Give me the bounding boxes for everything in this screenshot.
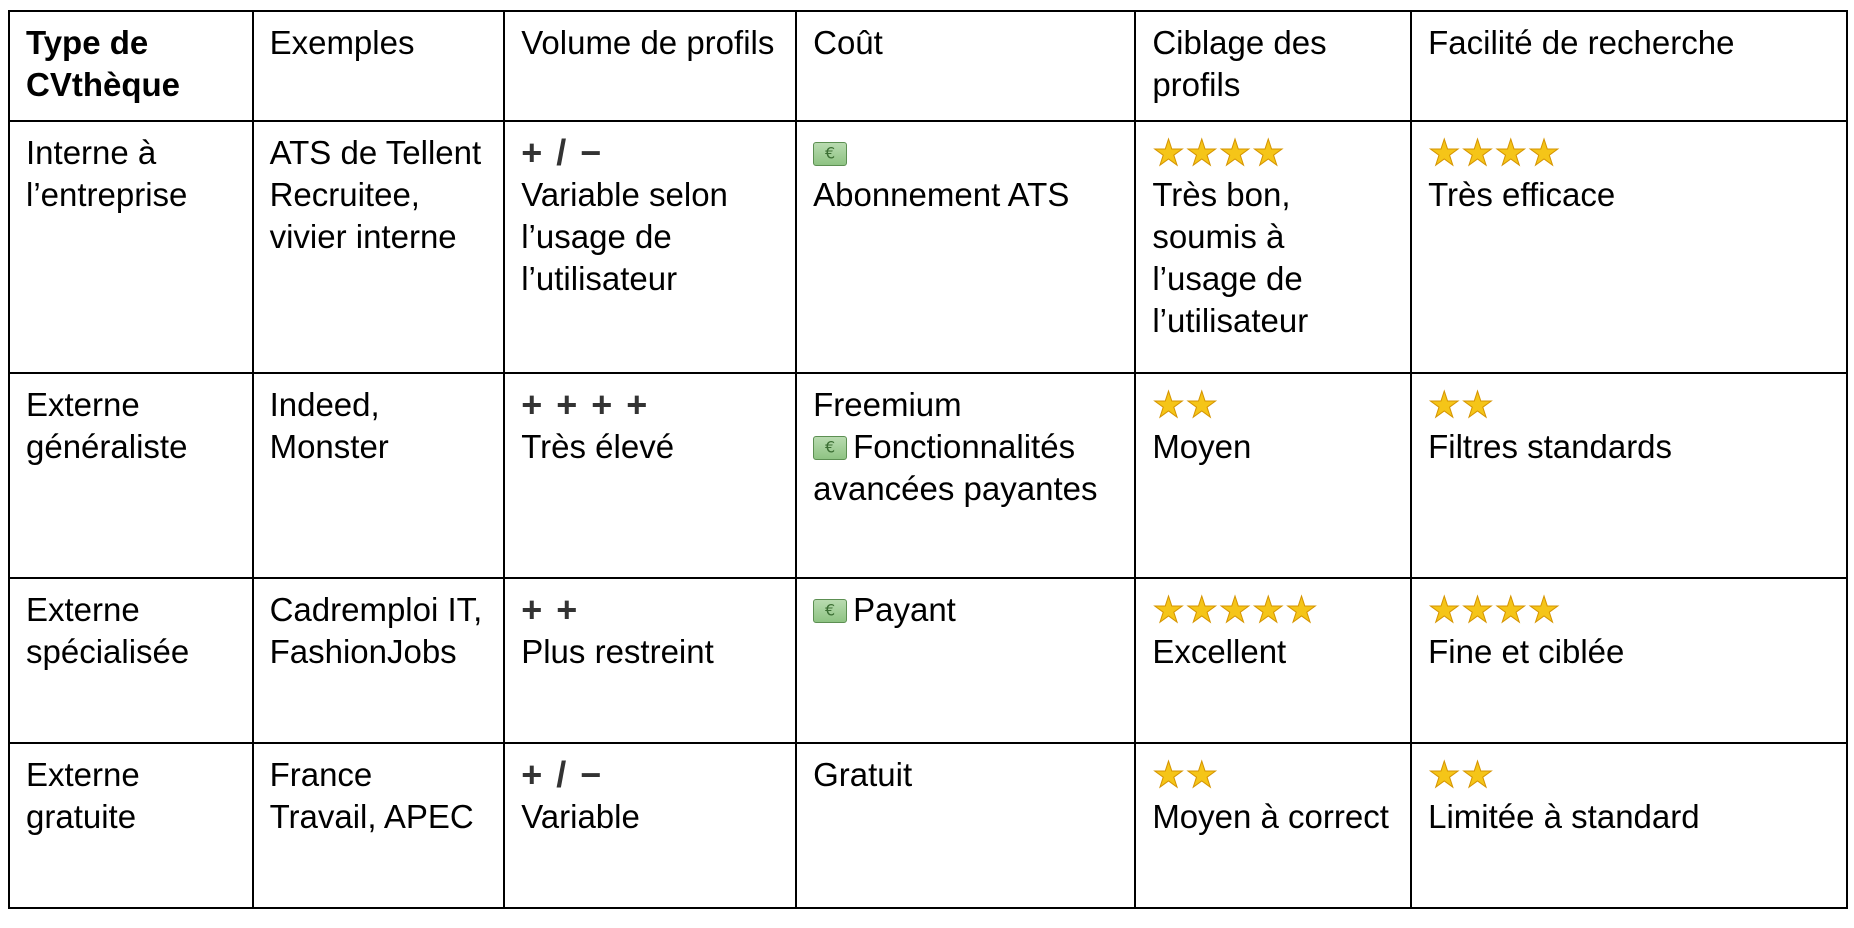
- table-row: [9, 121, 1847, 373]
- cell-targeting: [1135, 373, 1411, 578]
- cell-search: [1411, 578, 1847, 743]
- cell-volume: [504, 578, 796, 743]
- cell-examples: France Travail, APEC: [253, 743, 505, 908]
- volume-symbol: + / −: [521, 754, 604, 795]
- comparison-table-container: [8, 10, 1848, 909]
- table-row: [9, 578, 1847, 743]
- cell-targeting: [1135, 578, 1411, 743]
- cell-targeting: [1135, 743, 1411, 908]
- cell-cost: [796, 121, 1135, 373]
- cost-text: Fonctionnalités avancées payantes: [813, 428, 1098, 507]
- cell-examples: Indeed, Monster: [253, 373, 505, 578]
- cell-type: Interne à l’entreprise: [9, 121, 253, 373]
- volume-symbol: + + + +: [521, 384, 650, 425]
- banknote-icon: [813, 436, 847, 460]
- cell-volume: [504, 121, 796, 373]
- cell-search: [1411, 373, 1847, 578]
- targeting-text: Très bon, soumis à l’usage de l’utilisateur: [1152, 176, 1309, 339]
- volume-symbol: + / −: [521, 132, 604, 173]
- star-rating-icon: ★★: [1152, 384, 1219, 425]
- search-text: Filtres standards: [1428, 428, 1673, 465]
- cell-cost: [796, 373, 1135, 578]
- star-rating-icon: ★★★★: [1428, 589, 1562, 630]
- targeting-text: Moyen: [1152, 428, 1252, 465]
- volume-text: Variable: [521, 798, 640, 835]
- star-rating-icon: ★★★★: [1152, 132, 1286, 173]
- cell-type: Externe généraliste: [9, 373, 253, 578]
- targeting-text: Moyen à correct: [1152, 798, 1389, 835]
- star-rating-icon: ★★: [1152, 754, 1219, 795]
- cell-type: Externe spécialisée: [9, 578, 253, 743]
- search-text: Limitée à standard: [1428, 798, 1700, 835]
- banknote-icon: [813, 142, 847, 166]
- header-search: Facilité de recherche: [1411, 11, 1847, 121]
- cell-examples: ATS de Tellent Recruitee, vivier interne: [253, 121, 505, 373]
- header-volume: Volume de profils: [504, 11, 796, 121]
- header-cost: Coût: [796, 11, 1135, 121]
- header-type: Type de CVthèque: [9, 11, 253, 121]
- star-rating-icon: ★★★★★: [1152, 589, 1319, 630]
- table-header-row: [9, 11, 1847, 121]
- table-row: [9, 743, 1847, 908]
- cell-volume: [504, 373, 796, 578]
- cell-volume: [504, 743, 796, 908]
- search-text: Très efficace: [1428, 176, 1616, 213]
- cell-cost: [796, 743, 1135, 908]
- volume-text: Plus restreint: [521, 633, 714, 670]
- cvtheque-comparison-table: [8, 10, 1848, 909]
- cell-search: [1411, 743, 1847, 908]
- cost-text: Payant: [853, 591, 956, 628]
- cell-cost: [796, 578, 1135, 743]
- star-rating-icon: ★★★★: [1428, 132, 1562, 173]
- cost-text: Abonnement ATS: [813, 176, 1070, 213]
- volume-text: Variable selon l’usage de l’utilisateur: [521, 176, 728, 297]
- cost-text: Freemium: [813, 386, 962, 423]
- cell-search: [1411, 121, 1847, 373]
- volume-symbol: + +: [521, 589, 580, 630]
- header-examples: Exemples: [253, 11, 505, 121]
- header-targeting: Ciblage des profils: [1135, 11, 1411, 121]
- cell-type: Externe gratuite: [9, 743, 253, 908]
- cell-targeting: [1135, 121, 1411, 373]
- volume-text: Très élevé: [521, 428, 675, 465]
- search-text: Fine et ciblée: [1428, 633, 1625, 670]
- banknote-icon: [813, 599, 847, 623]
- table-row: [9, 373, 1847, 578]
- star-rating-icon: ★★: [1428, 384, 1495, 425]
- cell-examples: Cadremploi IT, FashionJobs: [253, 578, 505, 743]
- star-rating-icon: ★★: [1428, 754, 1495, 795]
- cost-text: Gratuit: [813, 756, 913, 793]
- targeting-text: Excellent: [1152, 633, 1287, 670]
